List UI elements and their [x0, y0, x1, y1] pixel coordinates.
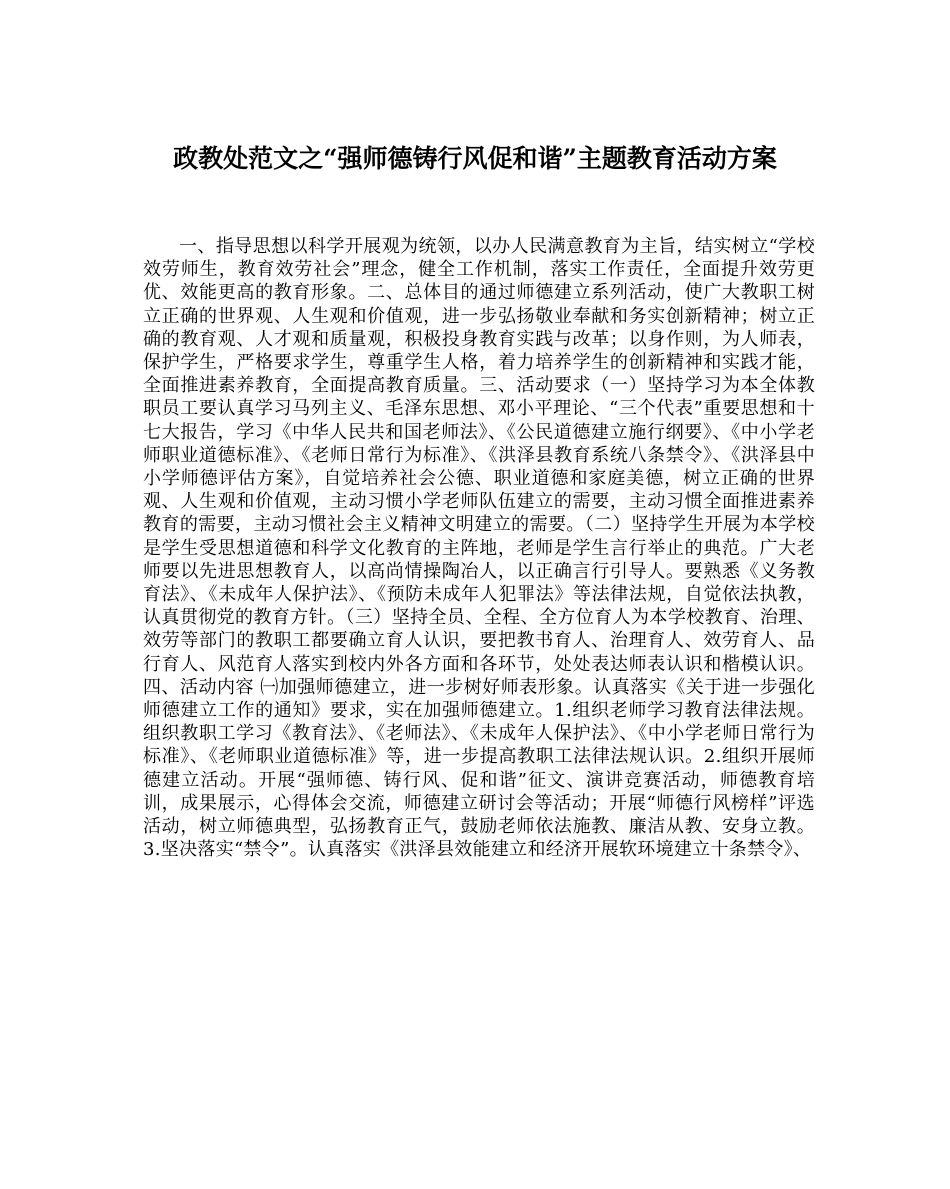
document-title: 政教处范文之“强师德铸行风促和谐”主题教育活动方案 [173, 144, 777, 173]
document-body: 一、指导思想以科学开展观为统领，以办人民满意教育为主旨，结实树立“学校效劳师生，教育效劳社会”理念，健全工作机制，落实工作责任，全面提升效劳更优、效能更高的教育形象。二、总体目的通过师德建立系列活动，使广大教职工树立正确的世界观、人生观和价值观，进一步弘扬敬业奉献和务实创新精神；树立正确的教育观、人才观和质量观，积极投身教育实践与改革；以身作则，为人师表，保护学生，严格要求学生，尊重学生人格，着力培养学生的创新精神和实践才能，全面推进素养教育，全面提高教育质量。三、活动要求（一）坚持学习为本全体教职员工要认真学习马列主义、毛泽东思想、邓小平理论、“三个代表”重要思想和十七大报告，学习《中华人民共和国老师法》、《公民道德建立施行纲要》、《中小学老师职业道德标准》、《老师日常行为标准》、《洪泽县教育系统八条禁令》、《洪泽县中小学师德评估方案》，自觉培养社会公德、职业道德和家庭美德，树立正确的世界观、人生观和价值观，主动习惯小学老师队伍建立的需要，主动习惯全面推进素养教育的需要，主动习惯社会主义精神文明建立的需要。（二）坚持学生开展为本学校是学生受思想道德和科学文化教育的主阵地，老师是学生言行举止的典范。广大老师要以先进思想教育人，以高尚情操陶冶人，以正确言行引导人。要熟悉《义务教育法》、《未成年人保护法》、《预防未成年人犯罪法》等法律法规，自觉依法执教，认真贯彻党的教育方针。（三）坚持全员、全程、全方位育人为本学校教育、治理、效劳等部门的教职工都要确立育人认识，要把教书育人、治理育人、效劳育人、品行育人、风范育人落实到校内外各方面和各环节，处处表达师表认识和楷模认识。四、活动内容 ㈠加强师德建立，进一步树好师表形象。认真落实《关于进一步强化师德建立工作的通知》要求，实在加强师德建立。1.组织老师学习教育法律法规。组织教职工学习《教育法》、《老师法》、《未成年人保护法》、《中小学老师日常行为标准》、《老师职业道德标准》等，进一步提高教职工法律法规认识。2.组织开展师德建立活动。开展“强师德、铸行风、促和谐”征文、演讲竞赛活动，师德教育培训，成果展示，心得体会交流，师德建立研讨会等活动；开展“师德行风榜样”评选活动，树立师德典型，弘扬教育正气，鼓励老师依法施教、廉洁从教、安身立教。3.坚决落实“禁令”。认真落实《洪泽县效能建立和经济开展软环境建立十条禁令》、 [143, 236, 815, 861]
